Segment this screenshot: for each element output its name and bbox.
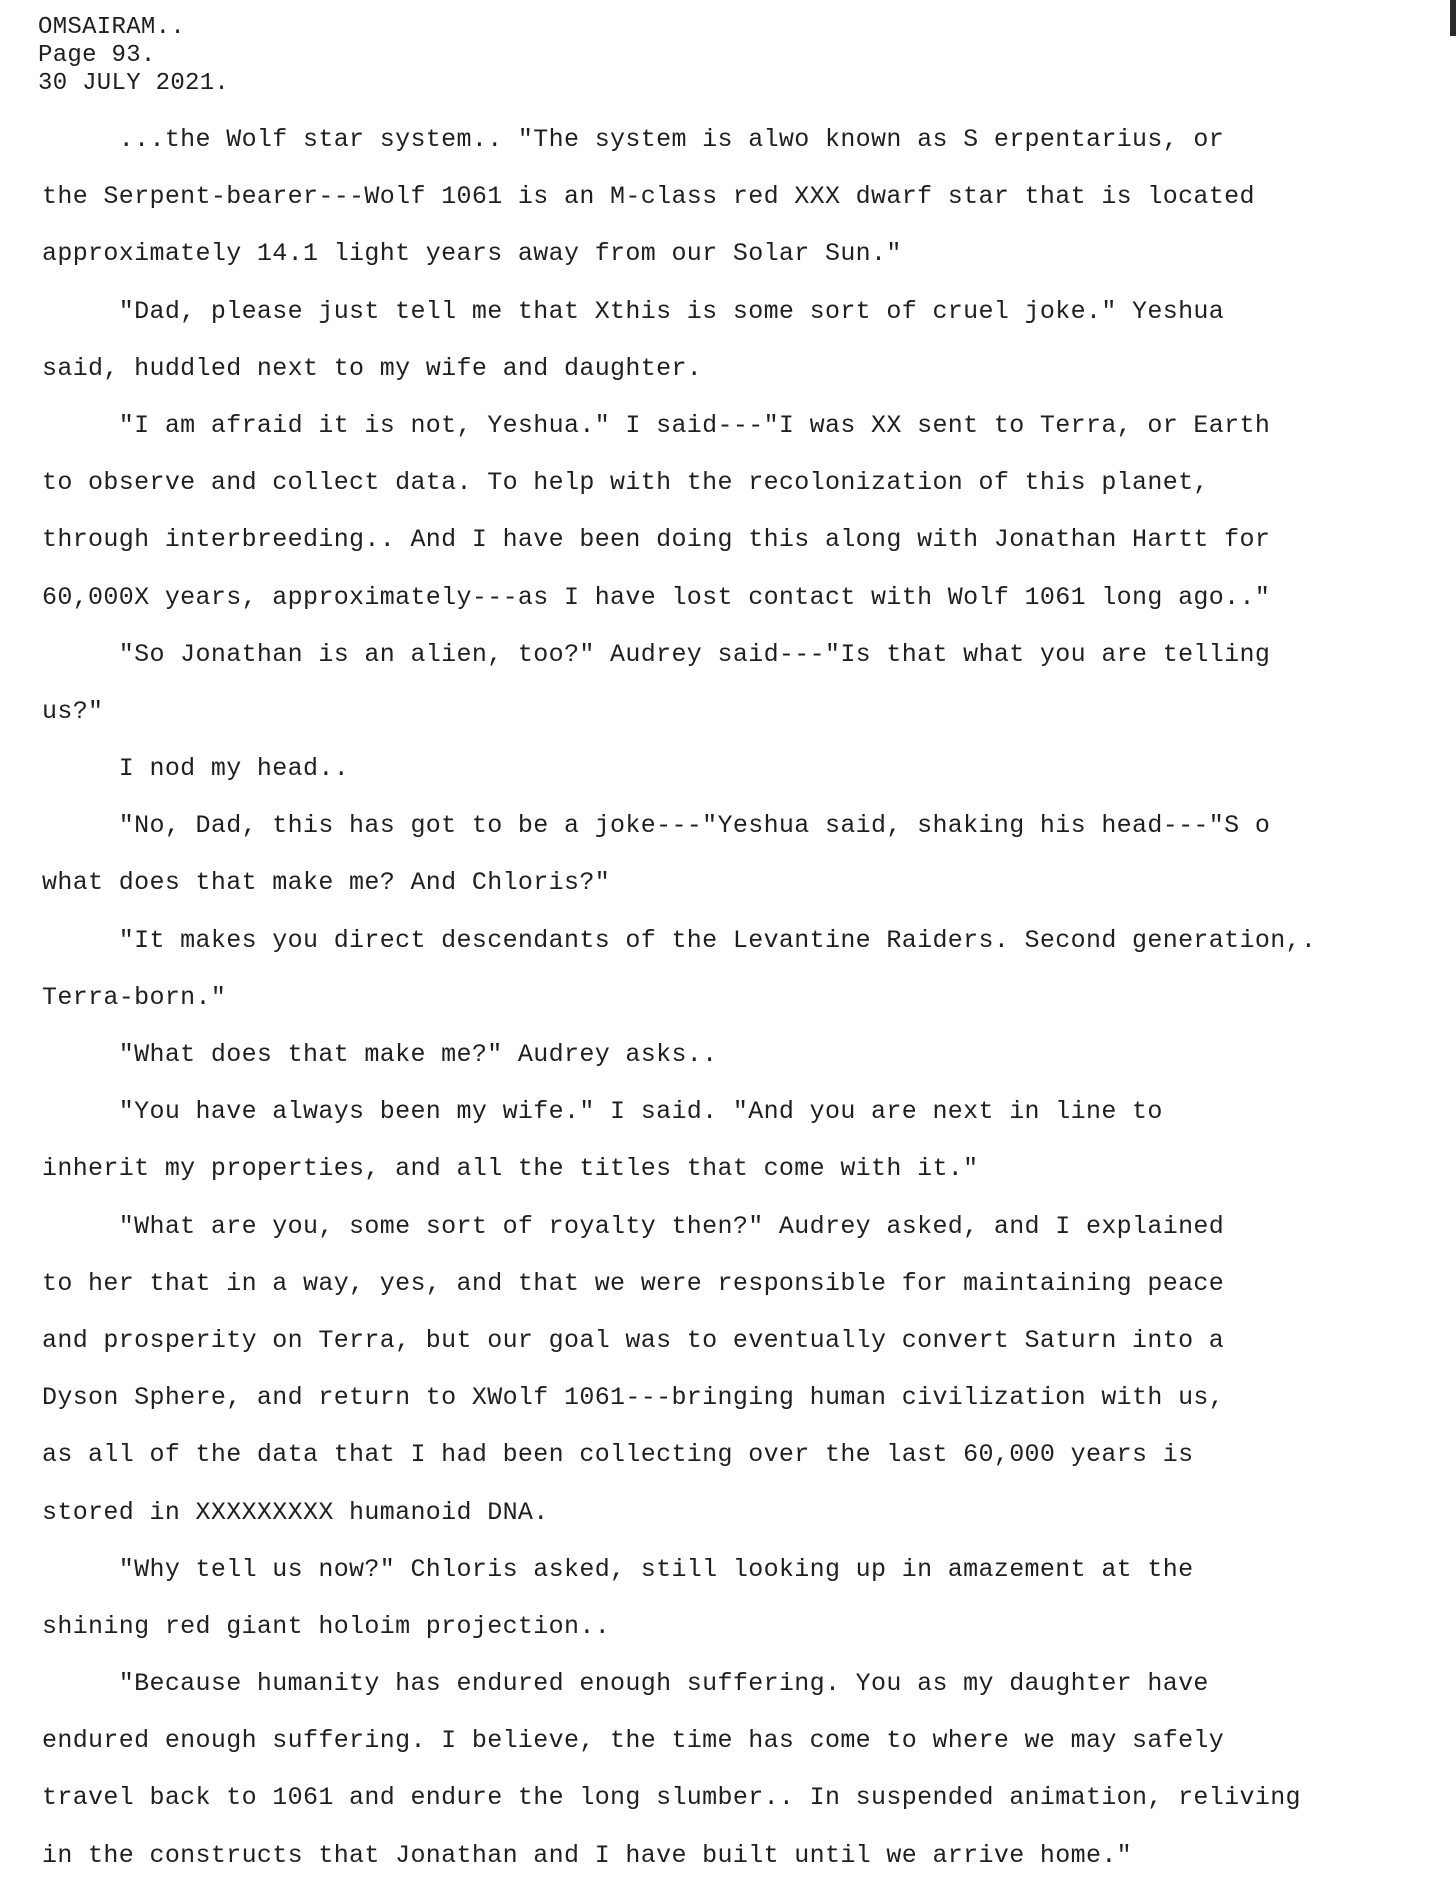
text-line: I nod my head.. [42, 754, 350, 784]
text-line: approximately 14.1 light years away from our Solar Sun." [42, 239, 902, 269]
header-title: OMSAIRAM.. [38, 14, 186, 41]
text-line: 60,000X years, approximately---as I have lost contact with Wolf 1061 long ago.." [42, 582, 1271, 612]
header-date: 30 JULY 2021. [38, 70, 230, 97]
text-line: "No, Dad, this has got to be a joke---"Yeshua said, shaking his head---"S o [42, 811, 1271, 841]
text-line: "It makes you direct descendants of the Levantine Raiders. Second generation,. [42, 925, 1317, 955]
text-line: "You have always been my wife." I said. "And you are next in line to [42, 1097, 1163, 1127]
text-line: us?" [42, 696, 104, 726]
text-line: the Serpent-bearer---Wolf 1061 is an M-class red XXX dwarf star that is located [42, 182, 1255, 212]
text-line: "I am afraid it is not, Yeshua." I said---"I was XX sent to Terra, or Earth [42, 410, 1271, 440]
text-line: inherit my properties, and all the titles that come with it." [42, 1154, 979, 1184]
text-line: as all of the data that I had been collecting over the last 60,000 years is [42, 1440, 1194, 1470]
text-line: in the constructs that Jonathan and I have built until we arrive home." [42, 1840, 1133, 1870]
text-line: Dyson Sphere, and return to XWolf 1061---bringing human civilization with us, [42, 1383, 1225, 1413]
text-line: "What are you, some sort of royalty then?" Audrey asked, and I explained [42, 1211, 1225, 1241]
body-text [42, 111, 1442, 1884]
text-line: shining red giant holoim projection.. [42, 1611, 611, 1641]
text-line: ...the Wolf star system.. "The system is alwo known as S erpentarius, or [42, 125, 1225, 154]
text-line: "What does that make me?" Audrey asks.. [42, 1040, 718, 1069]
page-header [38, 14, 229, 98]
text-line: "So Jonathan is an alien, too?" Audrey said---"Is that what you are telling [42, 639, 1271, 669]
text-line: said, huddled next to my wife and daughter. [42, 353, 703, 383]
text-line: "Dad, please just tell me that Xthis is some sort of cruel joke." Yeshua [42, 296, 1225, 326]
text-line: "Why tell us now?" Chloris asked, still looking up in amazement at the [42, 1554, 1194, 1584]
text-line: to observe and collect data. To help with the recolonization of this planet, [42, 468, 1209, 498]
page-edge-mark [1450, 0, 1456, 36]
text-line: to her that in a way, yes, and that we were responsible for maintaining peace [42, 1268, 1225, 1298]
text-line: what does that make me? And Chloris?" [42, 868, 611, 898]
text-line: stored in XXXXXXXXX humanoid DNA. [42, 1497, 549, 1527]
text-line: travel back to 1061 and endure the long slumber.. In suspended animation, reliving [42, 1783, 1301, 1813]
text-line: through interbreeding.. And I have been doing this along with Jonathan Hartt for [42, 525, 1271, 555]
text-line: Terra-born." [42, 982, 227, 1012]
text-line: "Because humanity has endured enough suffering. You as my daughter have [42, 1669, 1209, 1699]
text-line: endured enough suffering. I believe, the time has come to where we may safely [42, 1726, 1225, 1756]
header-page-number: Page 93. [38, 42, 156, 69]
text-line: and prosperity on Terra, but our goal was to eventually convert Saturn into a [42, 1325, 1225, 1355]
